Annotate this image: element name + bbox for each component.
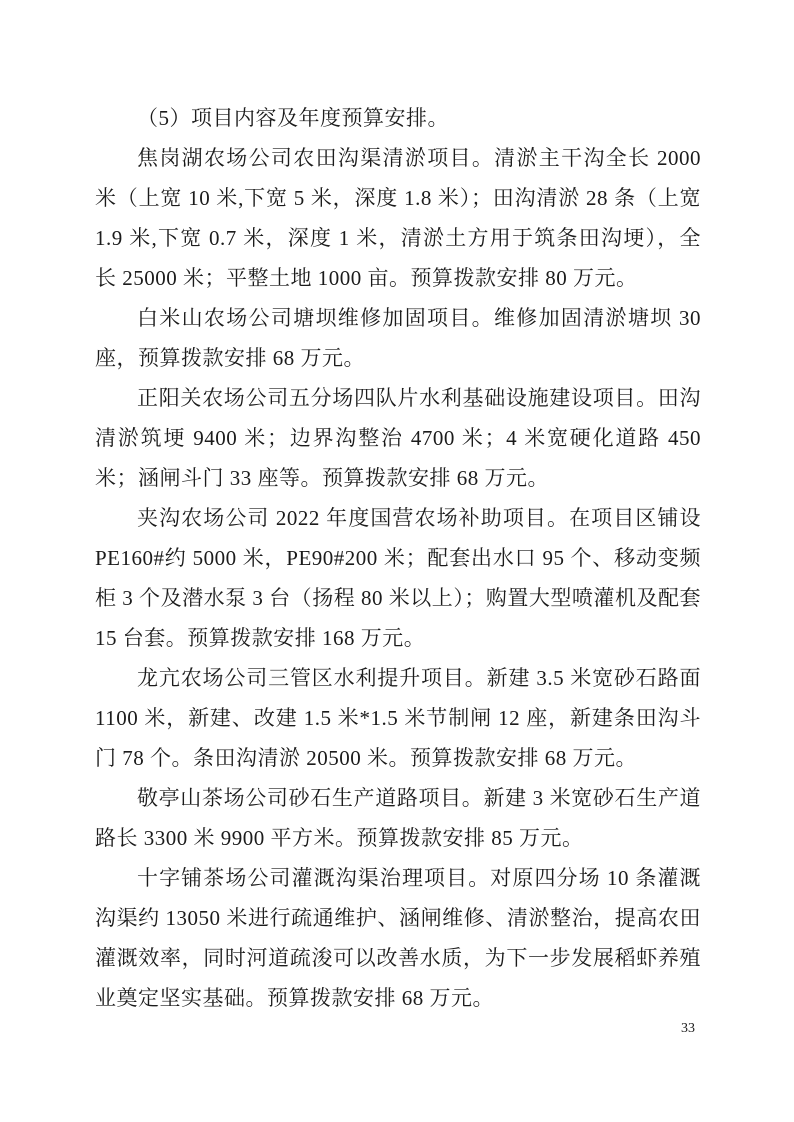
section-heading: （5）项目内容及年度预算安排。 [137,106,449,130]
paragraph-shizipu-project: 十字铺茶场公司灌溉沟渠治理项目。对原四分场 10 条灌溉沟渠约 13050 米进行疏通维护、涵闸维修、清淤整治，提高农田灌溉效率，同时河道疏浚可以改善水质，为下一步发展稻虾养殖业奠定坚实基础。预算拨款安排 68 万元。 [95,866,701,1010]
paragraph-jiagou-project: 夹沟农场公司 2022 年度国营农场补助项目。在项目区铺设 PE160#约 5000 米，PE90#200 米；配套出水口 95 个、移动变频柜 3 个及潜水泵 3 台（扬程 80 米以上）；购置大型喷灌机及配套 15 台套。预算拨款安排 168 万元。 [95,506,701,650]
document-body [95,98,701,1018]
paragraph-longkang-project: 龙亢农场公司三管区水利提升项目。新建 3.5 米宽砂石路面 1100 米，新建、改建 1.5 米*1.5 米节制闸 12 座，新建条田沟斗门 78 个。条田沟清淤 20500 米。预算拨款安排 68 万元。 [95,666,701,770]
paragraph-jiaoganghu-project: 焦岗湖农场公司农田沟渠清淤项目。清淤主干沟全长 2000 米（上宽 10 米,下宽 5 米，深度 1.8 米）；田沟清淤 28 条（上宽 1.9 米,下宽 0.7 米，深度 1 米，清淤土方用于筑条田沟埂），全长 25000 米；平整土地 1000 亩。预算拨款安排 80 万元。 [95,146,701,290]
paragraph-baimishan-project: 白米山农场公司塘坝维修加固项目。维修加固清淤塘坝 30 座，预算拨款安排 68 万元。 [95,306,701,370]
paragraph-zhengyangguan-project: 正阳关农场公司五分场四队片水利基础设施建设项目。田沟清淤筑埂 9400 米；边界沟整治 4700 米；4 米宽硬化道路 450 米；涵闸斗门 33 座等。预算拨款安排 68 万元。 [95,386,701,490]
paragraph-jingtingshan-project: 敬亭山茶场公司砂石生产道路项目。新建 3 米宽砂石生产道路长 3300 米 9900 平方米。预算拨款安排 85 万元。 [95,786,701,850]
page-number: 33 [681,1021,695,1036]
